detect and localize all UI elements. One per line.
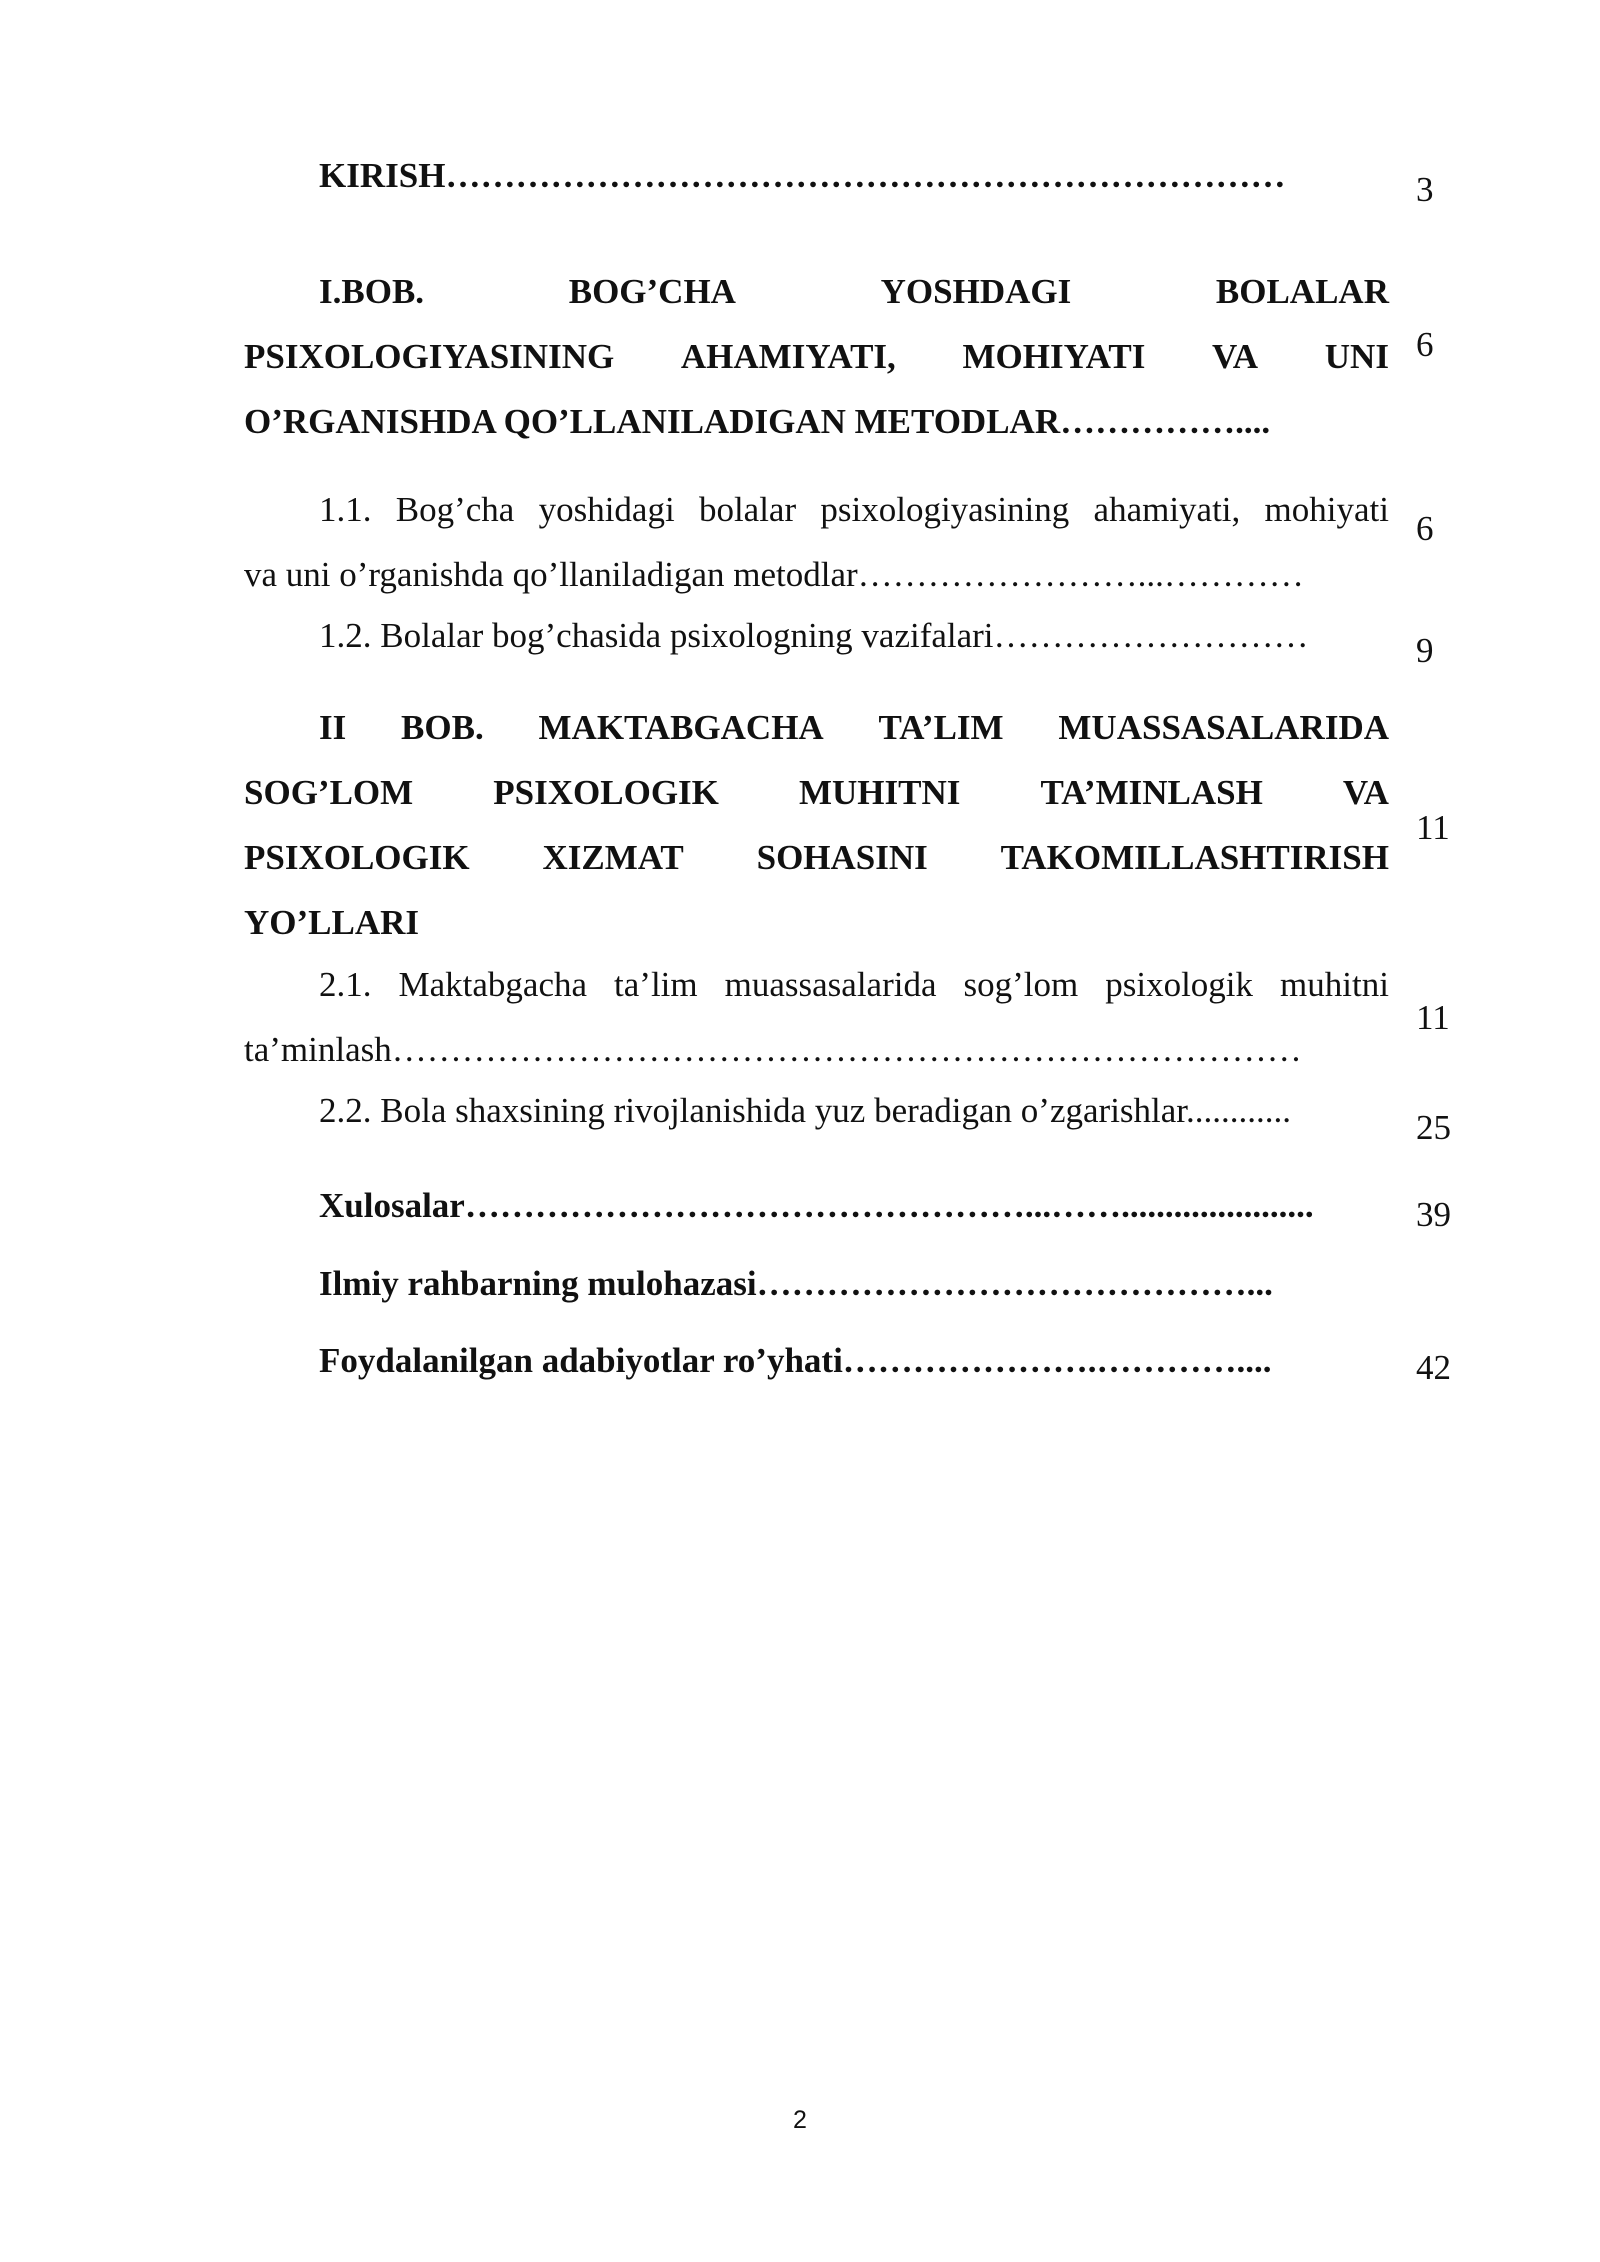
toc-page-number: 6 (1416, 325, 1434, 364)
toc-entry-2-1-line2: ta’minlash…………………………………………………………………… (244, 1030, 1302, 1069)
toc-page-number: 9 (1416, 631, 1434, 670)
toc-entry-2-2: 2.2. Bola shaxsining rivojlanishida yuz beradigan o’zgarishlar............ (319, 1091, 1292, 1130)
toc-heading-bob1-line1: I.BOB. BOG’CHA YOSHDAGI BOLALAR (319, 272, 1389, 311)
toc-entry-kirish (319, 158, 1285, 193)
toc-page-number: 39 (1416, 1195, 1451, 1234)
toc-entry-1-1-line2: va uni o’rganishda qo’llaniladigan metodlar……………………...………… (244, 555, 1304, 594)
page-footer-number: 2 (793, 2106, 807, 2134)
toc-entry-1-1-line1: 1.1. Bog’cha yoshidagi bolalar psixologiyasining ahamiyati, mohiyati (319, 490, 1389, 529)
toc-entry-1-2: 1.2. Bolalar bog’chasida psixologning vazifalari……………………… (319, 616, 1309, 655)
toc-entry-2-1-line1: 2.1. Maktabgacha ta’lim muassasalarida sog’lom psixologik muhitni (319, 965, 1389, 1004)
toc-page-number: 3 (1416, 170, 1434, 209)
toc-entry-ilmiy-rahbar: Ilmiy rahbarning mulohazasi……………………………………... (319, 1264, 1273, 1303)
toc-page-number: 6 (1416, 509, 1434, 548)
toc-heading-bob2-line1: II BOB. MAKTABGACHA TA’LIM MUASSASALARIDA (319, 708, 1389, 747)
toc-page-number: 11 (1416, 998, 1450, 1037)
toc-page-number: 11 (1416, 808, 1450, 847)
toc-entry-adabiyotlar: Foydalanilgan adabiyotlar ro’yhati………………….………….... (319, 1341, 1272, 1380)
toc-heading-bob1-line2: PSIXOLOGIYASINING AHAMIYATI, MOHIYATI VA UNI (244, 337, 1389, 376)
toc-leader: ……………………………………………………………… (445, 156, 1286, 195)
toc-page-number: 25 (1416, 1108, 1451, 1147)
toc-heading-bob2-line2: SOG’LOM PSIXOLOGIK MUHITNI TA’MINLASH VA (244, 773, 1389, 812)
toc-heading-bob2-line3: PSIXOLOGIK XIZMAT SOHASINI TAKOMILLASHTIRISH (244, 838, 1389, 877)
toc-heading-bob2-line4: YO’LLARI (244, 903, 420, 942)
toc-heading-bob1-line3: O’RGANISHDA QO’LLANILADIGAN METODLAR…………….... (244, 402, 1271, 441)
toc-title: KIRISH (319, 156, 446, 195)
toc-entry-xulosalar: Xulosalar…………………………………………...……...................... (319, 1186, 1314, 1225)
toc-page-number: 42 (1416, 1348, 1451, 1387)
